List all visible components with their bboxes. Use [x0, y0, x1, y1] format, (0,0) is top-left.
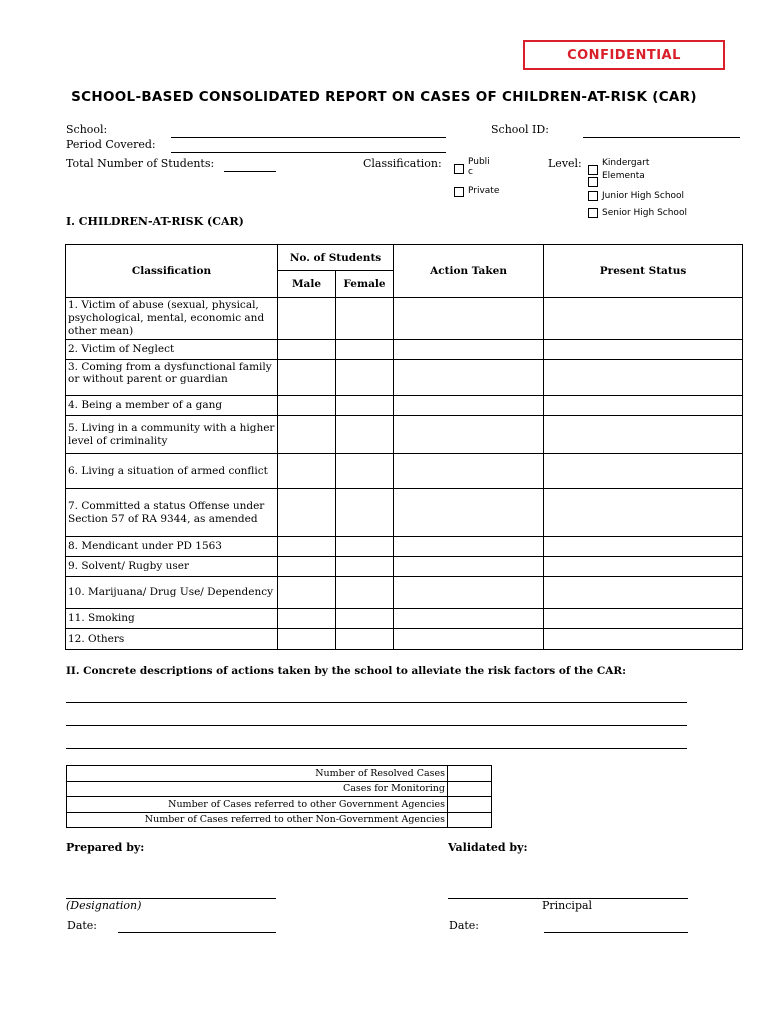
table-row: [66, 609, 743, 629]
designation-label: (Designation): [66, 899, 142, 912]
description-line-1[interactable]: [66, 702, 687, 703]
action-cell[interactable]: [394, 557, 544, 577]
summary-label: Number of Resolved Cases: [67, 766, 448, 782]
female-cell[interactable]: [336, 340, 394, 360]
status-cell[interactable]: [544, 577, 743, 609]
period-covered-field[interactable]: [171, 152, 446, 153]
female-cell[interactable]: [336, 577, 394, 609]
summary-row: [67, 781, 492, 797]
period-covered-label: Period Covered:: [66, 138, 156, 151]
female-cell[interactable]: [336, 298, 394, 340]
senior-high-checkbox[interactable]: [588, 208, 598, 218]
male-cell[interactable]: [278, 609, 336, 629]
status-cell[interactable]: [544, 609, 743, 629]
female-cell[interactable]: [336, 629, 394, 650]
male-cell[interactable]: [278, 340, 336, 360]
prepared-by-label: Prepared by:: [66, 841, 145, 854]
private-checkbox[interactable]: [454, 187, 464, 197]
table-row: [66, 340, 743, 360]
status-cell[interactable]: [544, 396, 743, 416]
male-cell[interactable]: [278, 489, 336, 537]
validated-by-label: Validated by:: [448, 841, 528, 854]
col-classification-header: Classification: [66, 245, 278, 298]
kindergarten-checkbox[interactable]: [588, 165, 598, 175]
table-row: [66, 416, 743, 454]
female-cell[interactable]: [336, 489, 394, 537]
summary-value-cell[interactable]: [448, 781, 492, 797]
table-row: [66, 629, 743, 650]
status-cell[interactable]: [544, 537, 743, 557]
col-no-students-header: No. of Students: [278, 245, 394, 271]
elementary-checkbox[interactable]: [588, 177, 598, 187]
summary-row: [67, 797, 492, 813]
summary-label: Number of Cases referred to other Non-Government Agencies: [67, 812, 448, 828]
prepared-date-label: Date:: [67, 919, 98, 932]
col-status-header: Present Status: [544, 245, 743, 298]
action-cell[interactable]: [394, 396, 544, 416]
confidential-stamp: CONFIDENTIAL: [523, 40, 725, 70]
status-cell[interactable]: [544, 489, 743, 537]
female-cell[interactable]: [336, 557, 394, 577]
female-cell[interactable]: [336, 454, 394, 489]
public-checkbox[interactable]: [454, 164, 464, 174]
status-cell[interactable]: [544, 557, 743, 577]
row-classification: 9. Solvent/ Rugby user: [66, 557, 278, 577]
prepared-date-field[interactable]: [118, 932, 276, 933]
action-cell[interactable]: [394, 489, 544, 537]
female-cell[interactable]: [336, 396, 394, 416]
principal-label: Principal: [542, 899, 593, 912]
female-cell[interactable]: [336, 416, 394, 454]
school-id-field[interactable]: [583, 137, 740, 138]
validated-date-field[interactable]: [544, 932, 688, 933]
row-classification: 12. Others: [66, 629, 278, 650]
action-cell[interactable]: [394, 360, 544, 396]
action-cell[interactable]: [394, 298, 544, 340]
row-classification: 4. Being a member of a gang: [66, 396, 278, 416]
table-row: [66, 537, 743, 557]
action-cell[interactable]: [394, 629, 544, 650]
description-line-2[interactable]: [66, 725, 687, 726]
action-cell[interactable]: [394, 454, 544, 489]
total-students-label: Total Number of Students:: [66, 157, 215, 170]
row-classification: 10. Marijuana/ Drug Use/ Dependency: [66, 577, 278, 609]
male-cell[interactable]: [278, 557, 336, 577]
col-action-header: Action Taken: [394, 245, 544, 298]
kindergarten-option-label: Kindergart: [602, 158, 650, 168]
junior-high-option-label: Junior High School: [602, 191, 685, 201]
section2-heading: II. Concrete descriptions of actions taken by the school to alleviate the risk factors of the CAR:: [66, 665, 626, 677]
male-cell[interactable]: [278, 537, 336, 557]
male-cell[interactable]: [278, 577, 336, 609]
school-label: School:: [66, 123, 108, 136]
col-female-header: Female: [336, 271, 394, 298]
status-cell[interactable]: [544, 416, 743, 454]
summary-label: Number of Cases referred to other Government Agencies: [67, 797, 448, 813]
summary-row: [67, 766, 492, 782]
row-classification: 11. Smoking: [66, 609, 278, 629]
male-cell[interactable]: [278, 360, 336, 396]
action-cell[interactable]: [394, 537, 544, 557]
female-cell[interactable]: [336, 609, 394, 629]
table-row: [66, 557, 743, 577]
male-cell[interactable]: [278, 298, 336, 340]
children-at-risk-table: [65, 244, 743, 650]
male-cell[interactable]: [278, 629, 336, 650]
section1-heading: I. CHILDREN-AT-RISK (CAR): [66, 215, 244, 228]
male-cell[interactable]: [278, 416, 336, 454]
junior-high-checkbox[interactable]: [588, 191, 598, 201]
description-line-3[interactable]: [66, 748, 687, 749]
female-cell[interactable]: [336, 360, 394, 396]
action-cell[interactable]: [394, 416, 544, 454]
row-classification: 1. Victim of abuse (sexual, physical, psychological, mental, economic and other mean): [66, 298, 278, 340]
summary-label: Cases for Monitoring: [67, 781, 448, 797]
summary-value-cell[interactable]: [448, 797, 492, 813]
validated-date-label: Date:: [449, 919, 480, 932]
table-row: [66, 489, 743, 537]
senior-high-option-label: Senior High School: [602, 208, 687, 218]
table-row: [66, 396, 743, 416]
female-cell[interactable]: [336, 537, 394, 557]
summary-value-cell[interactable]: [448, 766, 492, 782]
col-male-header: Male: [278, 271, 336, 298]
page-title: SCHOOL-BASED CONSOLIDATED REPORT ON CASES OF CHILDREN-AT-RISK (CAR): [71, 89, 697, 105]
table-row: [66, 360, 743, 396]
action-cell[interactable]: [394, 577, 544, 609]
row-classification: 2. Victim of Neglect: [66, 340, 278, 360]
row-classification: 7. Committed a status Offense under Section 57 of RA 9344, as amended: [66, 489, 278, 537]
table-row: [66, 298, 743, 340]
action-cell[interactable]: [394, 609, 544, 629]
status-cell[interactable]: [544, 360, 743, 396]
public-option-label: Publi c: [468, 157, 490, 177]
summary-value-cell[interactable]: [448, 812, 492, 828]
school-field[interactable]: [171, 137, 446, 138]
elementary-option-label: Elementa: [602, 171, 645, 181]
row-classification: [66, 360, 278, 396]
male-cell[interactable]: [278, 454, 336, 489]
male-cell[interactable]: [278, 396, 336, 416]
row-classification-text: 3. Coming from a dysfunctional family or without parent or guardian: [68, 360, 272, 385]
school-id-label: School ID:: [491, 123, 549, 136]
case-summary-table: [66, 765, 492, 828]
table-row: [66, 577, 743, 609]
status-cell[interactable]: [544, 454, 743, 489]
row-classification: 8. Mendicant under PD 1563: [66, 537, 278, 557]
status-cell[interactable]: [544, 629, 743, 650]
classification-label: Classification:: [363, 157, 442, 170]
row-classification: 5. Living in a community with a higher level of criminality: [66, 416, 278, 454]
summary-row: [67, 812, 492, 828]
private-option-label: Private: [468, 186, 500, 196]
status-cell[interactable]: [544, 340, 743, 360]
action-cell[interactable]: [394, 340, 544, 360]
status-cell[interactable]: [544, 298, 743, 340]
row-classification: 6. Living a situation of armed conflict: [66, 454, 278, 489]
level-label: Level:: [548, 157, 582, 170]
total-students-field[interactable]: [224, 171, 276, 172]
table-row: [66, 454, 743, 489]
